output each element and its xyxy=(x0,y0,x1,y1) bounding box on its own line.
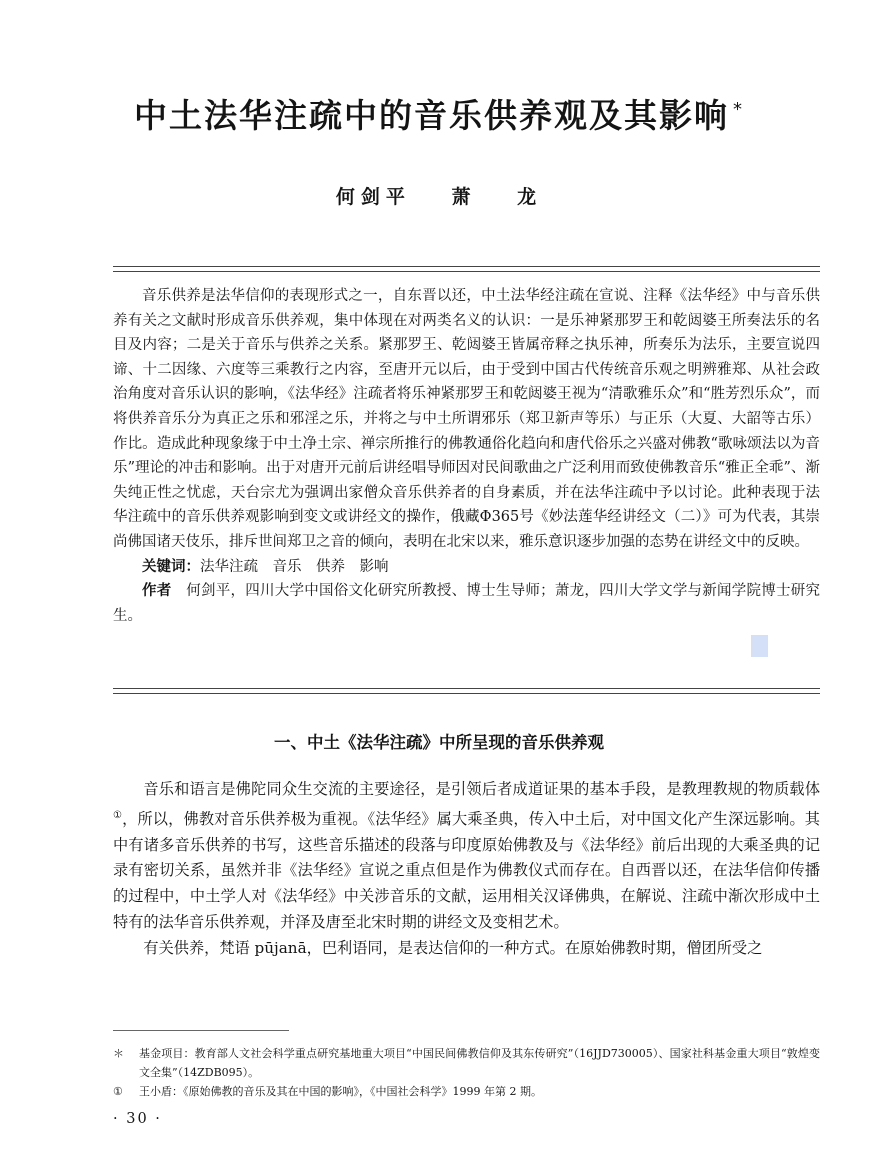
keywords-text: 法华注疏 音乐 供养 影响 xyxy=(200,558,389,575)
title-text: 中土法华注疏中的音乐供养观及其影响 xyxy=(134,96,729,135)
body-text xyxy=(113,777,820,962)
abstract-bottom-rule-inner xyxy=(113,693,820,694)
author-info-line xyxy=(113,579,820,628)
footnote-item xyxy=(113,1044,820,1082)
body-paragraph-1 xyxy=(113,777,820,936)
paragraph-1-part-a: 音乐和语言是佛陀同众生交流的主要途径，是引领后者成道证果的基本手段，是教理教规的物质载体 xyxy=(143,780,820,798)
abstract-bottom-rule xyxy=(113,688,820,689)
abstract-top-rule-inner xyxy=(113,271,820,272)
keywords-line xyxy=(113,555,820,580)
footnote-text: 基金项目：教育部人文社会科学重点研究基地重大项目“中国民间佛教信仰及其东传研究”（16JJD730005）、国家社科基金重大项目“敦煌变文全集”（14ZDB095）。 xyxy=(139,1047,820,1079)
abstract-block xyxy=(113,284,820,628)
footnote-text: 王小盾：《原始佛教的音乐及其在中国的影响》，《中国社会科学》1999 年第 2 期。 xyxy=(139,1085,542,1098)
abstract-top-rule xyxy=(113,266,820,267)
paragraph-1-part-b: ，所以，佛教对音乐供养极为重视。《法华经》属大乘圣典，传入中土后，对中国文化产生深远影响。其中有诸多音乐供养的书写，这些音乐描述的段落与印度原始佛教及与《法华经》前后出现的大乘圣典的记录有密切关系，虽然并非《法华经》宣说之重点但是作为佛教仪式而存在。自西晋以还，在法华信仰传播的过程中，中土学人对《法华经》中关涉音乐的文献，运用相关汉译佛典，在解说、注疏中渐次形成中土特有的法华音乐供养观，并泽及唐至北宋时期的讲经文及变相艺术。 xyxy=(113,809,820,932)
footnote-item xyxy=(113,1082,820,1101)
author-info-label: 作者 xyxy=(142,582,172,600)
keywords-label: 关键词： xyxy=(142,557,200,575)
article-title xyxy=(0,93,878,139)
footnote-divider xyxy=(113,1030,289,1031)
footnotes xyxy=(113,1044,820,1101)
footnote-mark: ① xyxy=(113,1085,123,1098)
footnote-ref-1[interactable]: ① xyxy=(113,809,123,821)
abstract-text: 音乐供养是法华信仰的表现形式之一，自东晋以还，中土法华经注疏在宣说、注释《法华经》中与音乐供养有关之文献时形成音乐供养观，集中体现在对两类名义的认识：一是乐神紧那罗王和乾闼婆王所奏法乐的名目及内容；二是关于音乐与供养之关系。紧那罗王、乾闼婆王皆属帝释之执乐神，所奏乐为法乐，主要宣说四谛、十二因缘、六度等三乘教行之内容，至唐开元以后，由于受到中国古代传统音乐观之明辨雅郑、从社会政治角度对音乐认识的影响，《法华经》注疏者将乐神紧那罗王和乾闼婆王视为“清歌雅乐众”和“胜芳烈乐众”，而将供养音乐分为真正之乐和邪淫之乐，并将之与中土所谓邪乐（郑卫新声等乐）与正乐（大夏、大韶等古乐）作比。造成此种现象缘于中土净土宗、禅宗所推行的佛教通俗化趋向和唐代俗乐之兴盛对佛教“歌咏颂法以为音乐”理论的冲击和影响。出于对唐开元前后讲经唱导师因对民间歌曲之广泛利用而致使佛教音乐“雅正全乖”、渐失纯正性之忧虑，天台宗尤为强调出家僧众音乐供养者的自身素质，并在法华注疏中予以讨论。此种表现于法华注疏中的音乐供养观影响到变文或讲经文的操作，俄藏Φ365号《妙法莲华经讲经文（二）》可为代表，其崇尚佛国诸天伎乐，排斥世间郑卫之音的倾向，表明在北宋以来，雅乐意识逐步加强的态势在讲经文中的反映。 xyxy=(113,288,820,550)
author-info-text: 何剑平，四川大学中国俗文化研究所教授、博士生导师；萧龙，四川大学文学与新闻学院博士研究生。 xyxy=(113,583,821,624)
section-heading: 一、中土《法华注疏》中所呈现的音乐供养观 xyxy=(274,733,604,752)
title-footnote-mark: * xyxy=(733,99,744,120)
article-authors: 何剑平 萧 龙 xyxy=(335,186,543,208)
page-number: · 30 · xyxy=(113,1111,162,1127)
body-paragraph-2: 有关供养，梵语 pūjanā，巴利语同，是表达信仰的一种方式。在原始佛教时期，僧团所受之 xyxy=(143,938,763,957)
text-selection-highlight xyxy=(751,635,768,657)
footnote-mark: ＊ xyxy=(113,1047,124,1060)
